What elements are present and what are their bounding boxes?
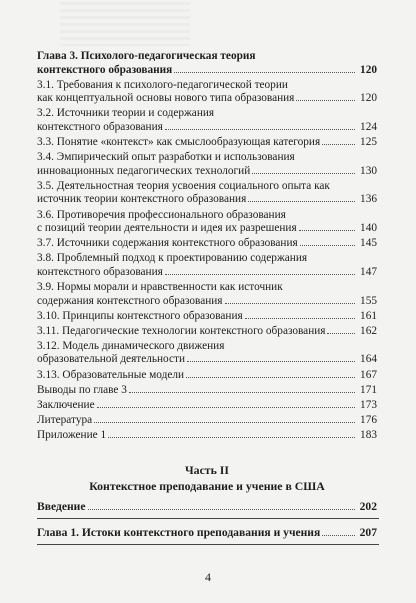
toc-page-number: 167	[360, 368, 377, 381]
toc-entry	[37, 237, 377, 251]
toc-page-number: 125	[360, 136, 377, 149]
toc-page-number: 130	[360, 164, 377, 177]
toc-entry-line: с позиций теории деятельности и идея их разрешения	[37, 222, 297, 235]
leader-dots	[129, 392, 355, 393]
toc-entry	[37, 107, 377, 134]
leader-dots	[88, 509, 355, 510]
toc-entry-line: как концептуальной основы нового типа образования	[37, 92, 295, 105]
divider	[37, 544, 379, 545]
leader-dots	[97, 407, 355, 408]
toc-page-number: 147	[360, 265, 377, 278]
toc-entry-line: Выводы по главе 3	[37, 383, 127, 396]
toc-page-number: 202	[359, 500, 377, 513]
toc-entry-line: контекстного образования	[37, 120, 163, 133]
toc-entry	[37, 209, 377, 236]
leader-dots	[300, 245, 355, 246]
toc-page-number: 155	[360, 294, 377, 307]
leader-dots	[186, 377, 355, 378]
toc-entry-line: содержания контекстного образования	[37, 294, 223, 307]
bleed-through-text	[60, 2, 190, 46]
toc-entry-line: 3.3. Понятие «контекст» как смыслообразующая категория	[37, 136, 321, 149]
toc-entry	[37, 136, 377, 150]
toc-page-number: 164	[360, 353, 377, 366]
toc-entry	[37, 151, 377, 178]
chapter1-entry	[37, 526, 377, 539]
intro-entry	[37, 500, 377, 513]
toc-entry-title: Введение	[37, 500, 86, 513]
toc-entry-title: Глава 1. Истоки контекстного преподавания и учения	[37, 526, 321, 539]
toc-entry	[37, 340, 377, 367]
toc-entry-line: 3.11. Педагогические технологии контекстного образования	[37, 324, 326, 337]
page-number: 4	[205, 570, 211, 584]
leader-dots	[108, 437, 355, 438]
toc-entry	[37, 79, 377, 106]
toc-page-number: 176	[360, 413, 377, 426]
leader-dots	[248, 201, 355, 202]
toc-page-number: 173	[360, 398, 377, 411]
part-title: Часть II	[185, 463, 229, 477]
toc-entry-line: 3.6. Противоречия профессионального образования	[37, 208, 286, 221]
toc-entry	[37, 50, 377, 77]
leader-dots	[252, 173, 355, 174]
leader-dots	[322, 144, 355, 145]
toc-page-number: 136	[360, 193, 377, 206]
toc-entry-line: источник теории контекстного образования	[37, 193, 247, 206]
leader-dots	[165, 129, 355, 130]
leader-dots	[94, 422, 355, 423]
toc-page-number: 171	[360, 383, 377, 396]
toc-entry	[37, 369, 377, 383]
toc-entry-line: 3.12. Модель динамического движения	[37, 339, 225, 352]
leader-dots	[327, 333, 355, 334]
leader-dots	[245, 318, 355, 319]
divider	[37, 518, 379, 519]
toc-entry-line: 3.13. Образовательные модели	[37, 368, 185, 381]
toc-page-number: 124	[360, 120, 377, 133]
toc-entry-line: 3.8. Проблемный подход к проектированию содержания	[37, 252, 308, 265]
toc-entry	[37, 252, 377, 279]
toc-entry-line: контекстного образования	[37, 63, 173, 76]
toc-entry-line: 3.4. Эмпирический опыт разработки и использования	[37, 151, 295, 164]
toc-entry-line: образовательной деятельности	[37, 353, 185, 366]
table-of-contents	[37, 50, 377, 444]
toc-page-number: 145	[360, 237, 377, 250]
leader-dots	[165, 274, 355, 275]
toc-entry	[37, 384, 377, 398]
leader-dots	[322, 535, 355, 536]
toc-entry	[37, 180, 377, 207]
toc-page-number: 140	[360, 222, 377, 235]
toc-page-number: 120	[360, 92, 377, 105]
leader-dots	[187, 361, 355, 362]
toc-entry-line: Заключение	[37, 398, 95, 411]
leader-dots	[296, 100, 355, 101]
toc-entry	[37, 429, 377, 443]
toc-page-number: 161	[360, 309, 377, 322]
toc-entry-line: 3.7. Источники содержания контекстного образования	[37, 237, 298, 250]
leader-dots	[299, 230, 355, 231]
toc-entry-line: контекстного образования	[37, 265, 163, 278]
toc-entry-line: 3.1. Требования к психолого-педагогической теории	[37, 78, 288, 91]
toc-entry	[37, 281, 377, 308]
part-subtitle: Контекстное преподавание и учение в США	[89, 479, 325, 493]
toc-entry-line: 3.10. Принципы контекстного образования	[37, 309, 243, 322]
leader-dots	[174, 72, 355, 73]
toc-entry-line: инновационных педагогических технологий	[37, 164, 251, 177]
toc-page-number: 162	[360, 324, 377, 337]
toc-entry-line: Глава 3. Психолого-педагогическая теория	[37, 50, 256, 62]
toc-entry-line: Приложение 1	[37, 428, 107, 441]
toc-entry-line: Литература	[37, 413, 93, 426]
leader-dots	[225, 303, 355, 304]
toc-entry-line: 3.5. Деятельностная теория усвоения социального опыта как	[37, 179, 330, 192]
toc-page-number: 120	[360, 63, 377, 76]
toc-entry-line: 3.9. Нормы морали и нравственности как источник	[37, 281, 283, 293]
toc-entry	[37, 310, 377, 324]
toc-entry	[37, 399, 377, 413]
toc-entry	[37, 325, 377, 339]
toc-entry	[37, 414, 377, 428]
toc-page-number: 183	[360, 428, 377, 441]
toc-entry-line: 3.2. Источники теории и содержания	[37, 107, 215, 120]
toc-page-number: 207	[359, 526, 377, 539]
